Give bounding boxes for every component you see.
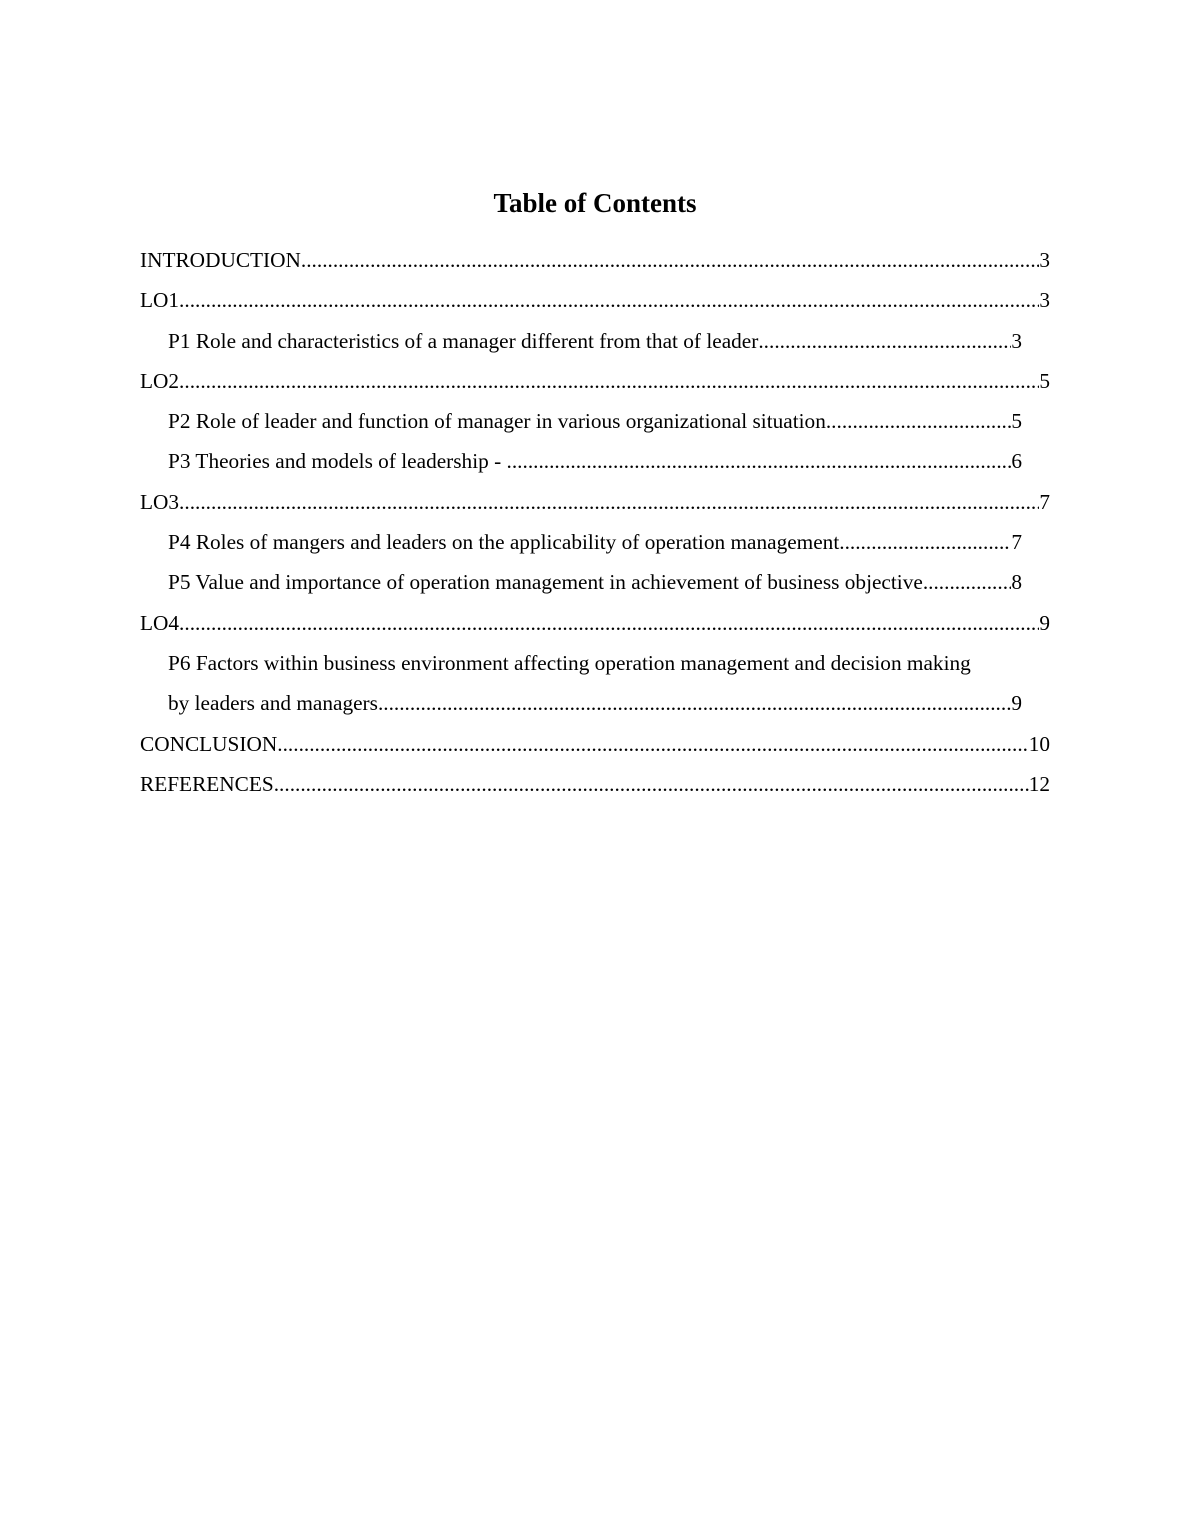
toc-page-number: 7 — [1011, 530, 1022, 555]
toc-entry-label: LO4 — [140, 610, 180, 635]
toc-page-number: 3 — [1039, 288, 1050, 313]
toc-dot-leader — [378, 683, 1011, 723]
toc-entry-p4[interactable] — [168, 522, 1022, 562]
toc-page-number: 6 — [1011, 449, 1022, 474]
toc-dot-leader — [758, 321, 1011, 361]
toc-entry-label: INTRODUCTION — [140, 248, 301, 272]
toc-entry-p6[interactable] — [168, 643, 1050, 724]
toc-dot-leader — [277, 724, 1028, 764]
toc-entry-label: CONCLUSION — [140, 731, 278, 756]
toc-entry-label: LO1 — [140, 288, 180, 313]
toc-entry-label-line1: P6 Factors within business environment affecting operation management and decision making — [168, 650, 971, 675]
toc-entry-lo2[interactable] — [140, 361, 1050, 401]
toc-page-number: 10 — [1028, 731, 1050, 756]
toc-dot-leader — [507, 441, 1012, 481]
toc-entry-lo4[interactable] — [140, 603, 1050, 643]
toc-entry-p2[interactable] — [168, 401, 1022, 441]
toc-page-number: 3 — [1011, 328, 1022, 353]
toc-entry-label: LO3 — [140, 489, 180, 514]
toc-page-number: 9 — [1039, 610, 1050, 635]
toc-dot-leader — [839, 522, 1011, 562]
toc-dot-leader — [179, 361, 1039, 401]
toc-dot-leader — [179, 482, 1039, 522]
toc-entry-label: REFERENCES — [140, 771, 274, 796]
toc-dot-leader — [923, 562, 1012, 602]
toc-entry-label: P4 Roles of mangers and leaders on the applicability of operation management — [168, 530, 840, 555]
toc-page-number: 12 — [1028, 771, 1050, 796]
toc-entry-references[interactable] — [140, 764, 1050, 804]
toc-entry-conclusion[interactable] — [140, 724, 1050, 764]
toc-entry-lo1[interactable] — [140, 280, 1050, 320]
toc-title: Table of Contents — [493, 188, 697, 218]
toc-page-number: 9 — [1011, 691, 1022, 716]
toc-dot-leader — [826, 401, 1011, 441]
toc-entry-lo3[interactable] — [140, 482, 1050, 522]
toc-dot-leader — [301, 240, 1039, 280]
toc-page-number: 5 — [1011, 409, 1022, 434]
toc-entry-p1[interactable] — [168, 321, 1022, 361]
toc-dot-leader — [179, 280, 1039, 320]
toc-page-number: 3 — [1039, 248, 1050, 272]
toc-entry-label: P2 Role of leader and function of manager in various organizational situation — [168, 409, 826, 434]
toc-entry-label: P1 Role and characteristics of a manager different from that of leader — [168, 328, 759, 353]
toc-entry-p5[interactable] — [168, 562, 1022, 602]
toc-dot-leader — [179, 603, 1039, 643]
toc-entry-label: LO2 — [140, 368, 180, 393]
toc-entry-label: P3 Theories and models of leadership - — [168, 449, 507, 474]
toc-list — [140, 240, 1050, 804]
toc-entry-p3[interactable] — [168, 441, 1022, 481]
toc-page-number: 8 — [1011, 570, 1022, 595]
toc-entry-label: P5 Value and importance of operation management in achievement of business objective — [168, 570, 923, 595]
toc-dot-leader — [274, 764, 1029, 804]
toc-page-number: 5 — [1039, 368, 1050, 393]
toc-page-number: 7 — [1039, 489, 1050, 514]
toc-entry-label-line2: by leaders and managers — [168, 691, 378, 716]
toc-entry-introduction[interactable] — [140, 240, 1050, 280]
